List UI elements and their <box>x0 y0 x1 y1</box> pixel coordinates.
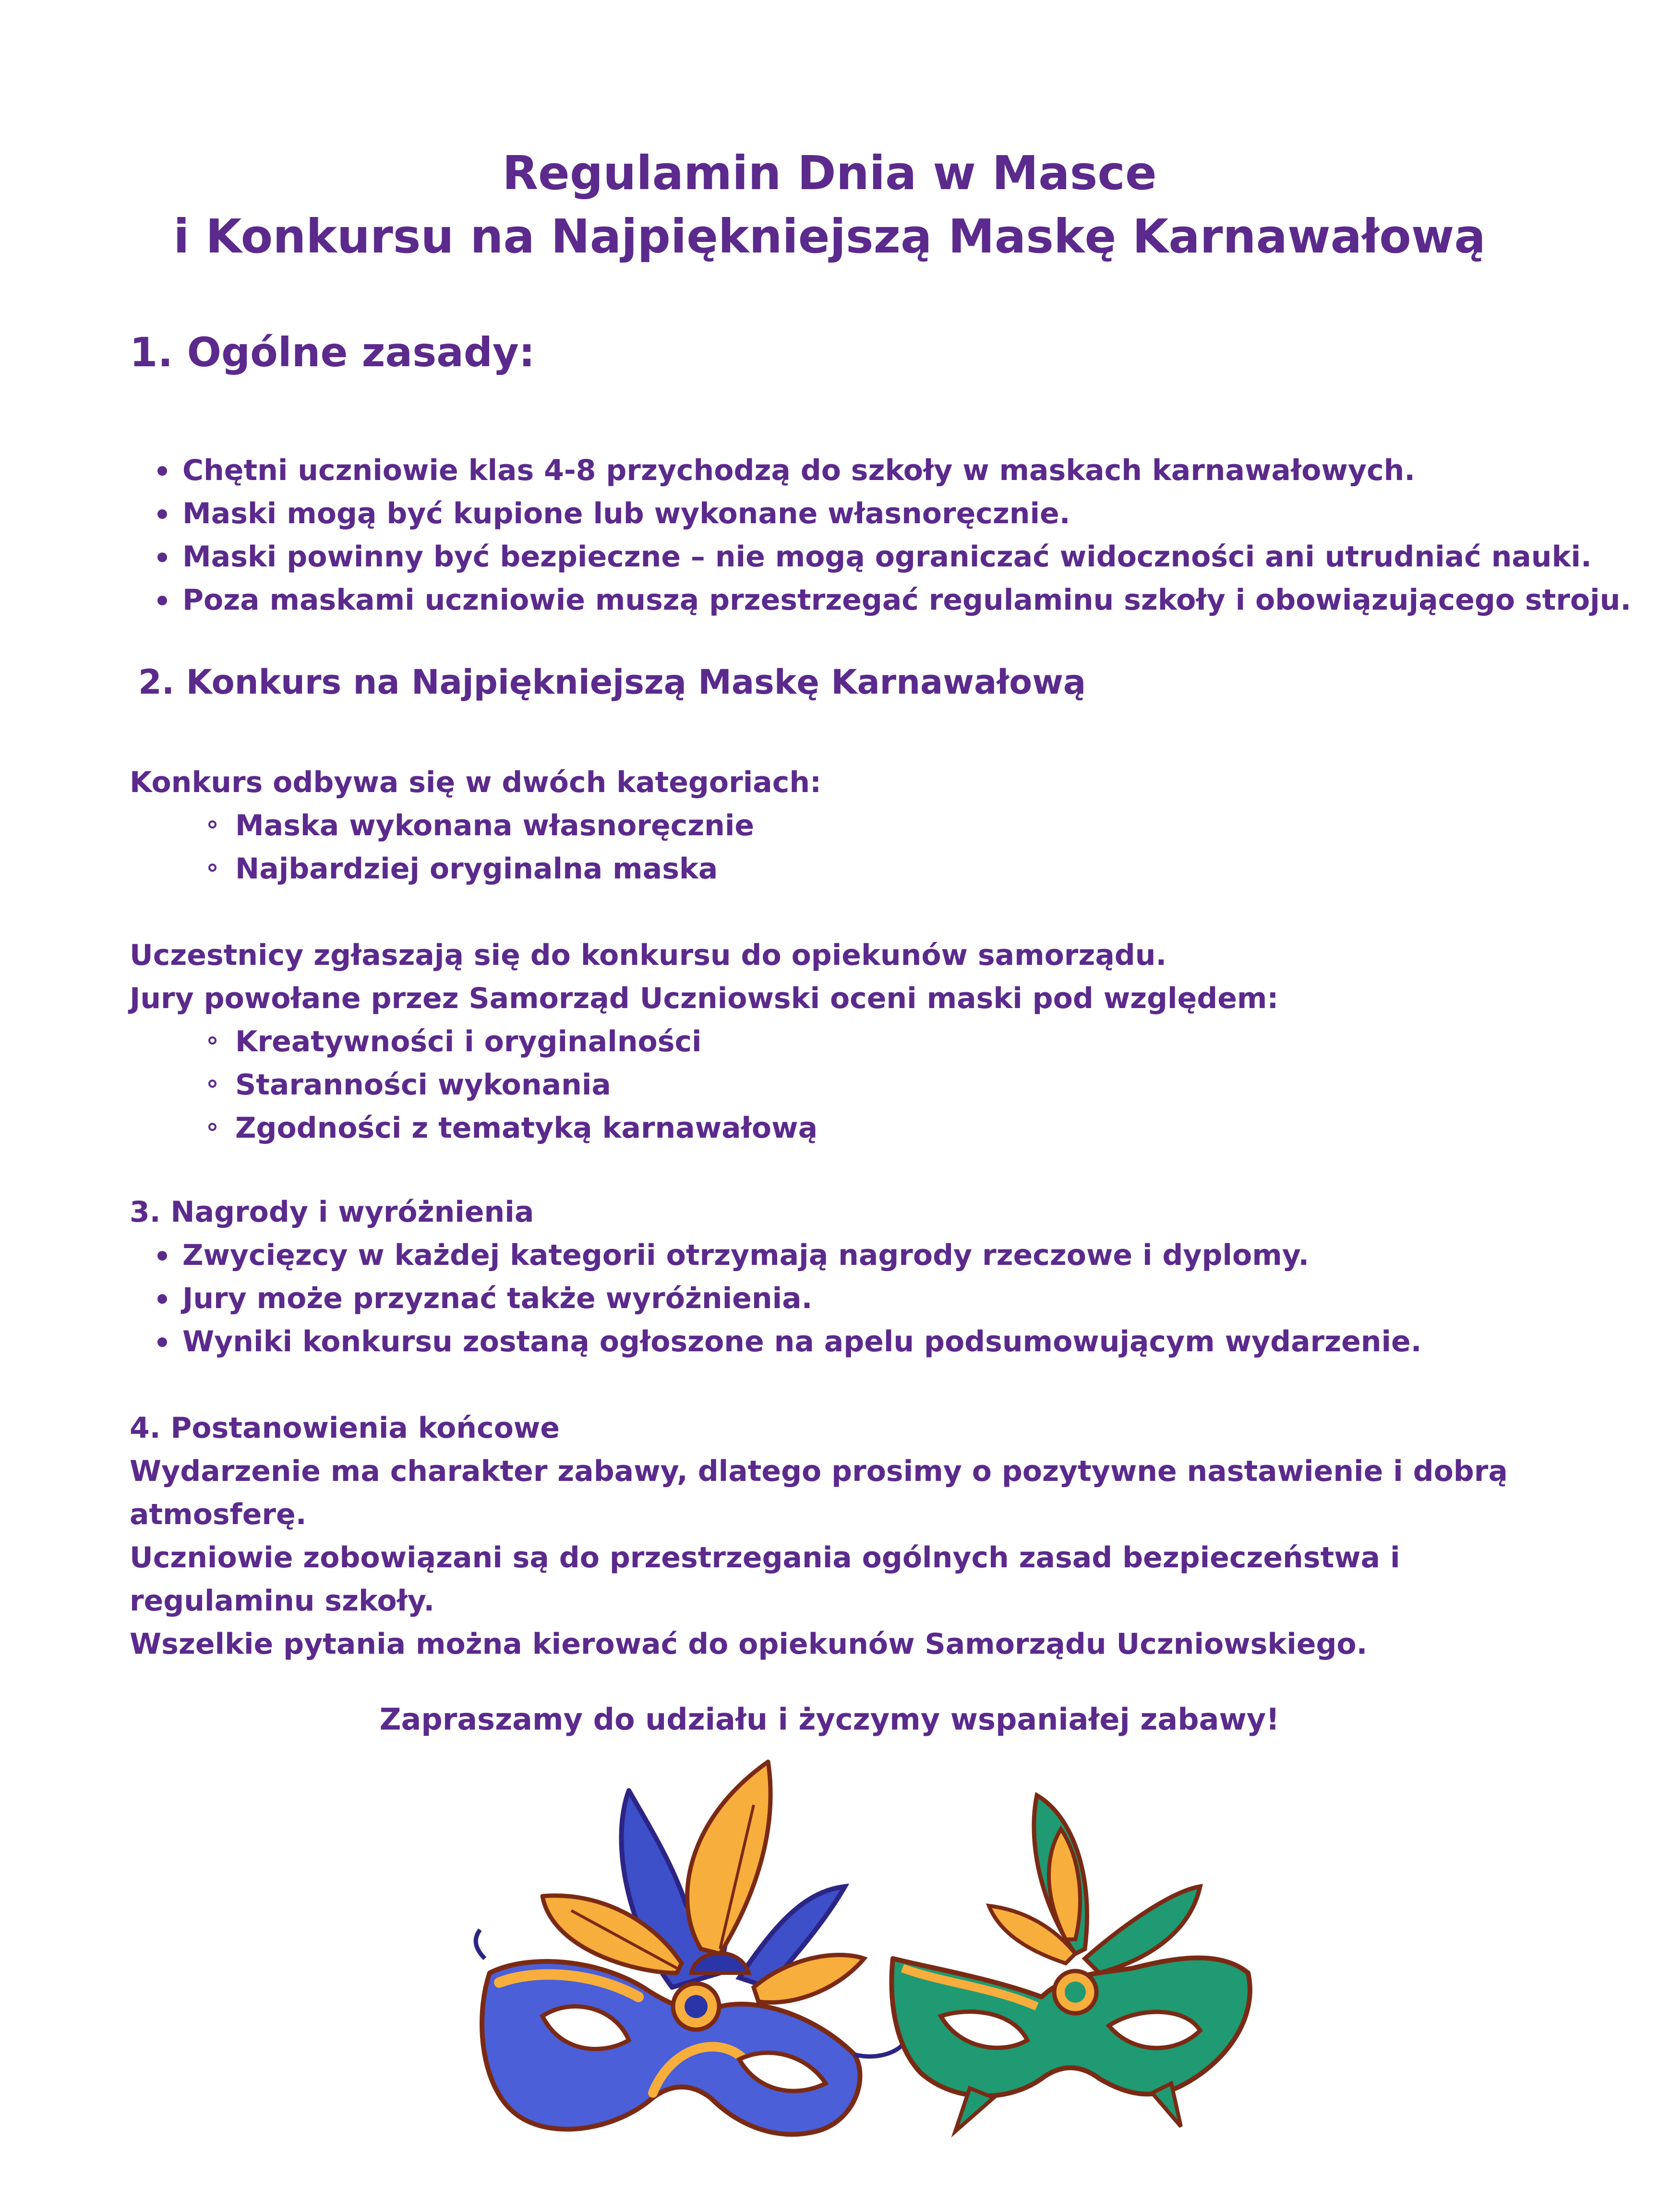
title-line-1: Regulamin Dnia w Masce <box>502 146 1157 200</box>
section-3-block <box>130 1190 1422 1363</box>
categories-list <box>130 804 821 890</box>
list-item: Wyniki konkursu zostaną ogłoszone na apelu podsumowującym wydarzenie. <box>130 1320 1422 1363</box>
closing-invitation: Zapraszamy do udziału i życzymy wspaniałej zabawy! <box>379 1702 1280 1737</box>
page-title <box>0 142 1659 268</box>
section-1-heading: 1. Ogólne zasady: <box>130 329 535 376</box>
final-paragraph: Wszelkie pytania można kierować do opiekunów Samorządu Uczniowskiego. <box>130 1627 1368 1661</box>
contest-jury: Jury powołane przez Samorząd Uczniowski oceni maski pod względem: <box>130 982 1279 1015</box>
list-item: Najbardziej oryginalna maska <box>130 847 821 890</box>
title-line-2: i Konkursu na Najpiękniejszą Maskę Karnawałową <box>173 209 1486 264</box>
blue-carnival-mask-icon <box>476 1762 902 2134</box>
final-paragraph: Uczniowie zobowiązani są do przestrzegania ogólnych zasad bezpieczeństwa i regulaminu szkoły. <box>130 1541 1400 1618</box>
carnival-masks-illustration <box>470 1747 1286 2179</box>
section-4-heading: 4. Postanowienia końcowe <box>130 1411 560 1445</box>
list-item: Chętni uczniowie klas 4-8 przychodzą do szkoły w maskach karnawałowych. <box>130 449 1631 492</box>
section-4-block <box>130 1407 1546 1666</box>
section-3-heading: 3. Nagrody i wyróżnienia <box>130 1195 534 1229</box>
general-rules-list <box>130 449 1631 622</box>
list-item: Maski mogą być kupione lub wykonane własnoręcznie. <box>130 492 1631 535</box>
criteria-list <box>130 1020 1278 1150</box>
prizes-list <box>130 1234 1422 1363</box>
list-item: Zgodności z tematyką karnawałową <box>130 1106 1278 1150</box>
section-1-list-block <box>130 449 1631 622</box>
list-item: Poza maskami uczniowie muszą przestrzegać regulaminu szkoły i obowiązującego stroju. <box>130 578 1631 622</box>
green-carnival-mask-icon <box>892 1795 1250 2131</box>
list-item: Zwycięzcy w każdej kategorii otrzymają nagrody rzeczowe i dyplomy. <box>130 1234 1422 1277</box>
section-2-heading: 2. Konkurs na Najpiękniejszą Maskę Karnawałową <box>138 662 1086 702</box>
section-2-jury-block <box>130 934 1278 1150</box>
section-2-block <box>130 761 821 890</box>
final-paragraph: Wydarzenie ma charakter zabawy, dlatego prosimy o pozytywne nastawienie i dobrą atmosferę. <box>130 1455 1508 1531</box>
contest-registration: Uczestnicy zgłaszają się do konkursu do opiekunów samorządu. <box>130 938 1167 972</box>
contest-intro: Konkurs odbywa się w dwóch kategoriach: <box>130 766 822 799</box>
list-item: Maska wykonana własnoręcznie <box>130 804 821 847</box>
list-item: Maski powinny być bezpieczne – nie mogą ograniczać widoczności ani utrudniać nauki. <box>130 535 1631 578</box>
list-item: Staranności wykonania <box>130 1063 1278 1106</box>
list-item: Jury może przyznać także wyróżnienia. <box>130 1277 1422 1320</box>
list-item: Kreatywności i oryginalności <box>130 1020 1278 1063</box>
